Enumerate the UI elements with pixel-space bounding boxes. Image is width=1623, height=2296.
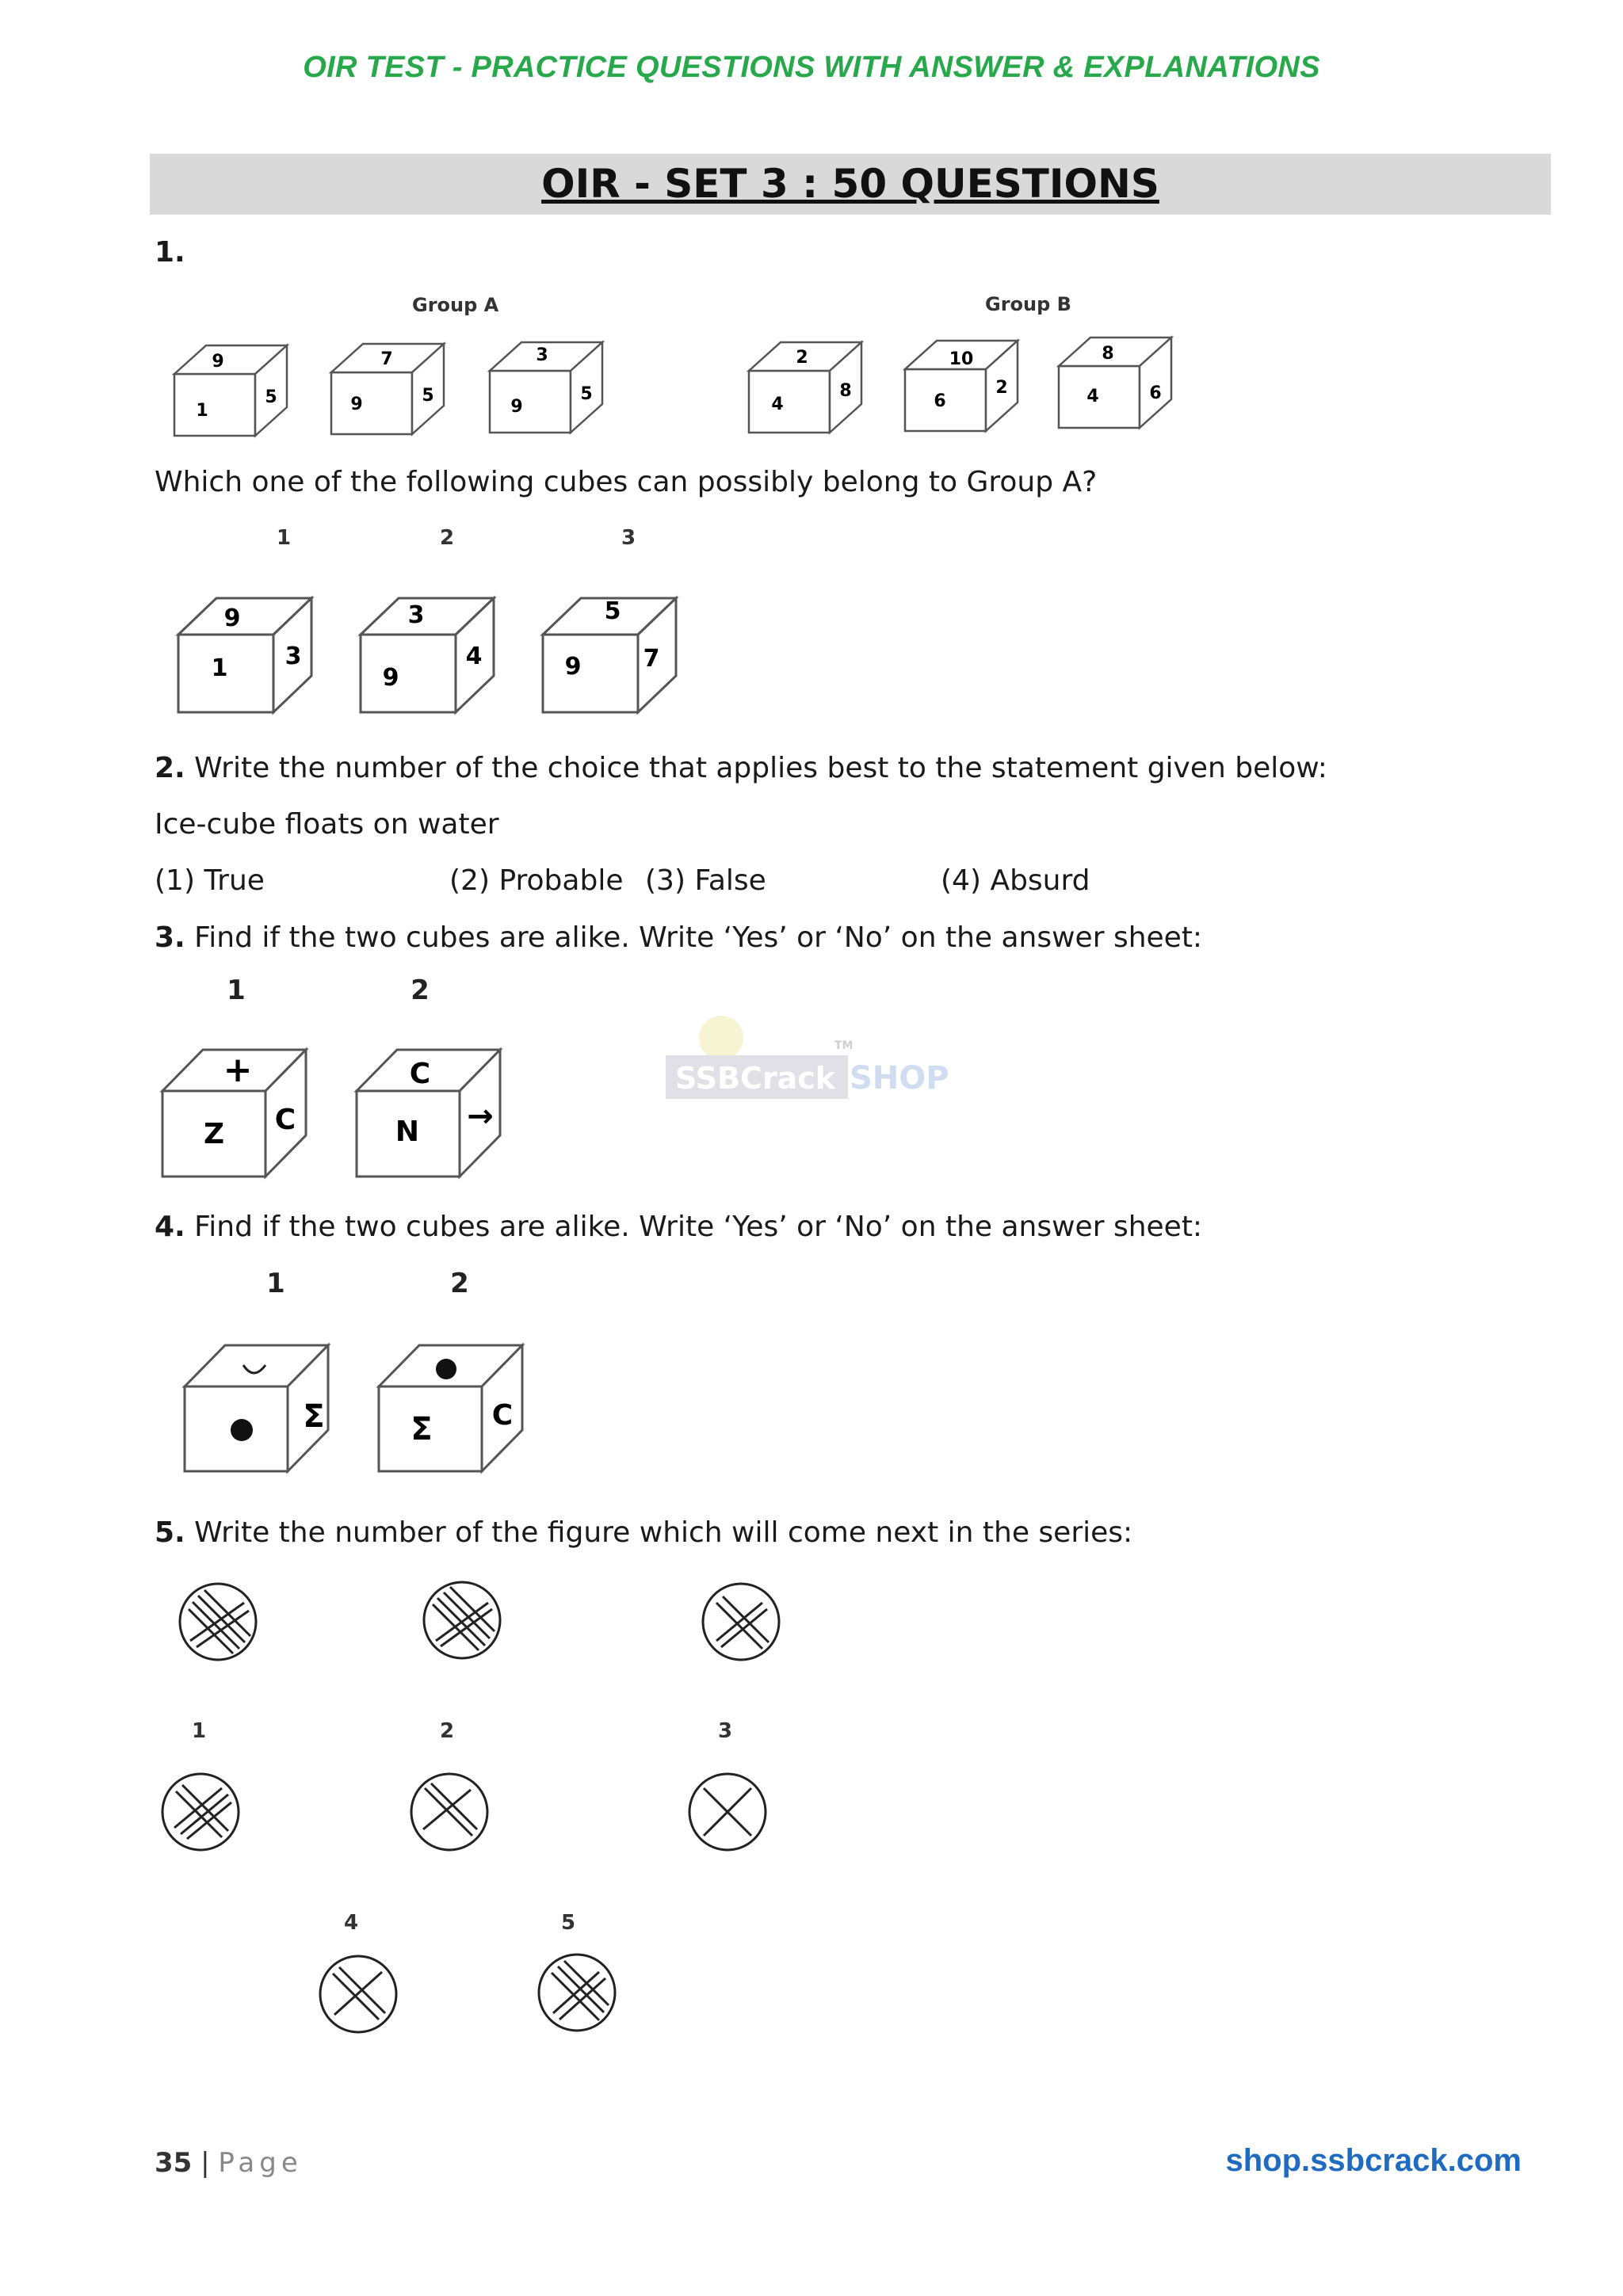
group-b-label: Group B: [985, 293, 1071, 315]
section-title: OIR - SET 3 : 50 QUESTIONS: [541, 161, 1159, 207]
q5-figure: [151, 1565, 816, 2048]
ssbcrack-watermark: [666, 1006, 951, 1117]
q3-question: [155, 921, 1202, 954]
q4-cube-2-top-dot-icon: [436, 1359, 456, 1379]
q3-cube-2-front: N: [395, 1116, 420, 1148]
q2-choice-1: (1) True: [155, 864, 265, 897]
q1-option-cube-2-side: 4: [465, 643, 483, 670]
page-word: Page: [218, 2147, 303, 2179]
q4-cube-2-side: C: [491, 1399, 514, 1432]
watermark-tm: TM: [834, 1039, 854, 1052]
q1-option-cube-3-side: 7: [643, 645, 660, 673]
q1-option-label-3: 3: [621, 526, 636, 550]
q5-option-figure-4: [320, 1956, 396, 2032]
q4-cube-2-front: Σ: [411, 1411, 433, 1447]
q3-figure: [158, 971, 523, 1184]
q1-options-figure: [166, 519, 705, 717]
page-footer: [155, 2147, 303, 2179]
q5-option-label-2: 2: [439, 1719, 455, 1743]
q4-cube-1-front-dot-icon: [231, 1419, 253, 1441]
q5-option-figure-5: [539, 1955, 615, 2031]
q5-option-figure-1: [162, 1774, 239, 1850]
q4-number: 4.: [155, 1211, 185, 1243]
q5-series-figure-1: [180, 1584, 256, 1660]
q5-number: 5.: [155, 1516, 185, 1549]
q3-cube-1-front: Z: [203, 1118, 225, 1150]
q3-cube-2-top: C: [409, 1058, 431, 1090]
q4-question: [155, 1211, 1202, 1243]
q4-figure: [174, 1264, 547, 1478]
group-b-cube-1-front: 4: [771, 395, 784, 414]
q1-option-cube-3-front: 9: [564, 653, 582, 681]
group-a-cube-1-front: 1: [196, 401, 208, 421]
q1-option-cube-3-top: 5: [604, 597, 621, 625]
watermark-brand: SSBCrack: [675, 1061, 836, 1096]
group-b-cube-2-top: 10: [949, 349, 974, 369]
group-b-cube-1-side: 8: [839, 381, 852, 401]
page-separator: |: [200, 2147, 210, 2179]
q2-number: 2.: [155, 752, 185, 784]
q2-choice-3: (3) False: [645, 864, 766, 897]
group-a-cube-1-side: 5: [265, 387, 277, 407]
group-a-cube-3-side: 5: [580, 384, 593, 404]
q2-question: [155, 752, 1327, 784]
shop-url-link[interactable]: shop.ssbcrack.com: [1225, 2143, 1522, 2178]
document-header: OIR TEST - PRACTICE QUESTIONS WITH ANSWER & EXPLANATIONS: [303, 51, 1320, 84]
q4-label-2: 2: [450, 1268, 469, 1299]
q4-text: Find if the two cubes are alike. Write ‘Yes’ or ‘No’ on the answer sheet:: [185, 1211, 1203, 1243]
q1-option-cube-1-front: 1: [211, 654, 228, 682]
q2-choice-4: (4) Absurd: [941, 864, 1090, 897]
q5-option-figure-3: [689, 1774, 766, 1850]
page-number: 35: [155, 2147, 193, 2179]
group-a-cube-1-top: 9: [212, 352, 224, 372]
group-b-cube-3-front: 4: [1086, 387, 1099, 406]
q1-number: 1.: [155, 236, 185, 269]
q1-option-label-2: 2: [439, 526, 455, 550]
q2-text: Write the number of the choice that applies best to the statement given below:: [185, 752, 1327, 784]
q1-option-cube-1-side: 3: [285, 643, 302, 670]
group-a-label: Group A: [412, 294, 499, 316]
group-a-cube-2-front: 9: [350, 395, 363, 414]
group-a-cube-3-front: 9: [510, 397, 523, 417]
q3-cube-2-side: →: [467, 1098, 494, 1135]
group-b-cube-2-side: 2: [995, 378, 1008, 398]
q5-option-label-1: 1: [191, 1719, 207, 1743]
q3-cube-1-top: +: [223, 1050, 253, 1090]
q1-option-label-1: 1: [276, 526, 292, 550]
q4-cube-1-side: Σ: [303, 1398, 325, 1435]
q1-option-cube-2-front: 9: [382, 664, 399, 692]
q1-option-cube-2-top: 3: [407, 601, 425, 629]
q1-option-cube-1-top: 9: [223, 605, 241, 632]
group-b-cube-1-top: 2: [796, 348, 808, 368]
q2-choice-2: (2) Probable: [449, 864, 624, 897]
group-b-cube-2-front: 6: [934, 391, 946, 411]
q3-text: Find if the two cubes are alike. Write ‘Yes’ or ‘No’ on the answer sheet:: [185, 921, 1203, 954]
q2-statement: Ice-cube floats on water: [155, 808, 499, 841]
watermark-suffix: SHOP: [850, 1060, 949, 1097]
q5-question: [155, 1516, 1132, 1549]
group-a-cube-2-top: 7: [380, 349, 393, 369]
q5-series-figure-3: [703, 1584, 779, 1660]
q3-cube-1-side: C: [274, 1104, 296, 1136]
group-b-cube-3-top: 8: [1102, 344, 1114, 364]
q5-option-label-4: 4: [343, 1911, 359, 1935]
group-a-cube-3-top: 3: [536, 345, 548, 365]
group-b-cube-3-side: 6: [1149, 383, 1162, 403]
q3-number: 3.: [155, 921, 185, 954]
group-b-cube-3: [1059, 338, 1171, 428]
q3-label-2: 2: [411, 974, 430, 1006]
q5-text: Write the number of the figure which will come next in the series:: [185, 1516, 1133, 1549]
group-a-cube-2-side: 5: [422, 386, 434, 406]
q5-option-label-3: 3: [717, 1719, 733, 1743]
q4-label-1: 1: [266, 1268, 285, 1299]
q1-groups-figure: [158, 285, 1205, 444]
section-banner: [150, 154, 1551, 215]
q5-series-figure-2: [424, 1582, 500, 1658]
q1-question: Which one of the following cubes can possibly belong to Group A?: [155, 466, 1098, 498]
q3-label-1: 1: [227, 974, 246, 1006]
q5-option-label-5: 5: [560, 1911, 576, 1935]
q5-option-figure-2: [411, 1774, 487, 1850]
